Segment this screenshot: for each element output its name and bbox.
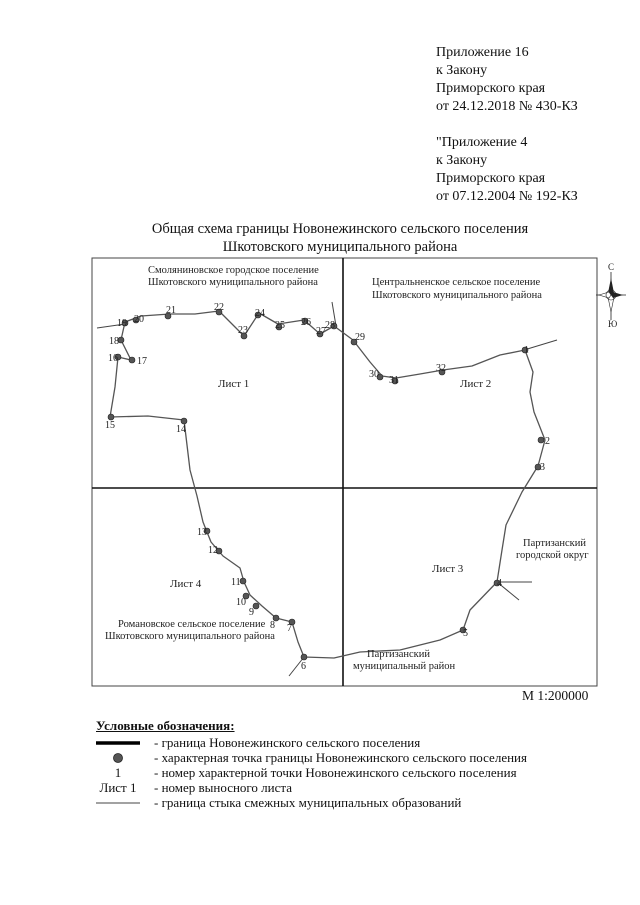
characteristic-points (108, 309, 544, 660)
point-label: 22 (214, 302, 224, 313)
boundary-point-17 (129, 357, 135, 363)
point-label: 4 (497, 578, 502, 589)
point-label: 17 (137, 356, 147, 367)
point-labels (105, 302, 550, 672)
point-symbol (96, 750, 140, 765)
point-label: 15 (105, 420, 115, 431)
map-scale: М 1:200000 (522, 688, 589, 703)
sheet-label-1: Лист 1 (218, 378, 250, 390)
point-label: 13 (197, 527, 207, 538)
header-line: от 24.12.2018 № 430-КЗ (436, 99, 578, 114)
point-label: 5 (463, 628, 468, 639)
legend-item-text: - граница стыка смежных муниципальных образований (154, 795, 462, 810)
point-label: 14 (176, 424, 186, 435)
legend-item-text: - граница Новонежинского сельского поселения (154, 735, 421, 750)
boundary-point-6 (301, 654, 307, 660)
point-label: 29 (355, 332, 365, 343)
point-label: 2 (545, 436, 550, 447)
neighbor-label: Партизанский (367, 649, 430, 660)
point-label: 32 (436, 363, 446, 374)
neighbor-label: Романовское сельское поселение (118, 619, 266, 630)
legend-item-point-number (96, 765, 517, 780)
boundary-line-symbol (96, 735, 140, 750)
neighbor-label: Шкотовского муниципального района (105, 631, 275, 642)
neighbor-label: Партизанский (523, 538, 586, 549)
neighbor-labels (105, 265, 589, 672)
header-line: к Закону (436, 63, 488, 78)
header-line: Приложение 16 (436, 45, 529, 60)
neighbor-label: Смоляниновское городское поселение (148, 265, 319, 276)
legend-item-text: - характерная точка границы Новонежинского сельского поселения (154, 750, 527, 765)
compass-rose-icon (596, 262, 626, 329)
legend-item-text: - номер характерной точки Новонежинского сельского поселения (154, 765, 517, 780)
neighbor-label: Шкотовского муниципального района (148, 277, 318, 288)
sheet-label-3: Лист 3 (432, 563, 464, 575)
point-label: 27 (316, 326, 326, 337)
junction-line-symbol (96, 795, 140, 810)
header-line: к Закону (436, 153, 488, 168)
settlement-boundary-line (110, 311, 545, 658)
neighbor-label: муниципальный район (353, 661, 456, 672)
map-title-line1: Общая схема границы Новонежинского сельского поселения (151, 221, 529, 237)
point-label: 30 (369, 369, 379, 380)
point-label: 12 (208, 545, 218, 556)
neighbor-label: городской округ (516, 550, 589, 561)
point-label: 7 (287, 623, 292, 634)
legend-item-sheet (96, 780, 292, 795)
map-title-line2: Шкотовского муниципального района (222, 239, 458, 255)
boundary-point-2 (538, 437, 544, 443)
point-label: 18 (109, 336, 119, 347)
legend-item-symbol: Лист 1 (99, 780, 137, 795)
header-line: "Приложение 4 (436, 135, 528, 150)
legend-item-symbol: 1 (114, 765, 122, 780)
point-label: 10 (236, 597, 246, 608)
point-label: 19 (117, 318, 127, 329)
point-label: 25 (275, 320, 285, 331)
point-label: 16 (108, 353, 118, 364)
point-label: 20 (134, 314, 144, 325)
boundary-point-11 (240, 578, 246, 584)
neighbor-label: Центральненское сельское поселение (372, 277, 541, 288)
sheet-labels (170, 378, 491, 590)
point-label: 21 (166, 305, 176, 316)
point-label: 1 (524, 345, 529, 356)
legend-item-point (96, 750, 527, 765)
compass-south-label: Ю (608, 319, 618, 329)
point-label: 9 (249, 607, 254, 618)
header-line: от 07.12.2004 № 192-КЗ (436, 189, 578, 204)
point-label: 11 (231, 577, 241, 588)
point-label: 24 (255, 308, 265, 319)
legend-item-junction (96, 795, 462, 810)
sheet-label-4: Лист 4 (170, 578, 202, 590)
point-label: 31 (389, 375, 399, 386)
point-label: 26 (301, 317, 311, 328)
compass-north-label: С (608, 262, 615, 272)
header-line: Приморского края (436, 81, 546, 96)
point-label: 6 (301, 661, 306, 672)
legend-title: Условные обозначения: (96, 718, 235, 733)
neighbor-label: Шкотовского муниципального района (372, 290, 542, 301)
legend-item-text: - номер выносного листа (154, 780, 292, 795)
legend-item-boundary (96, 735, 421, 750)
point-label: 3 (540, 462, 545, 473)
legend (96, 718, 527, 810)
point-label: 23 (238, 325, 248, 336)
header-line: Приморского края (436, 171, 546, 186)
point-label: 8 (270, 620, 275, 631)
sheet-label-2: Лист 2 (460, 378, 492, 390)
point-label: 28 (325, 320, 335, 331)
